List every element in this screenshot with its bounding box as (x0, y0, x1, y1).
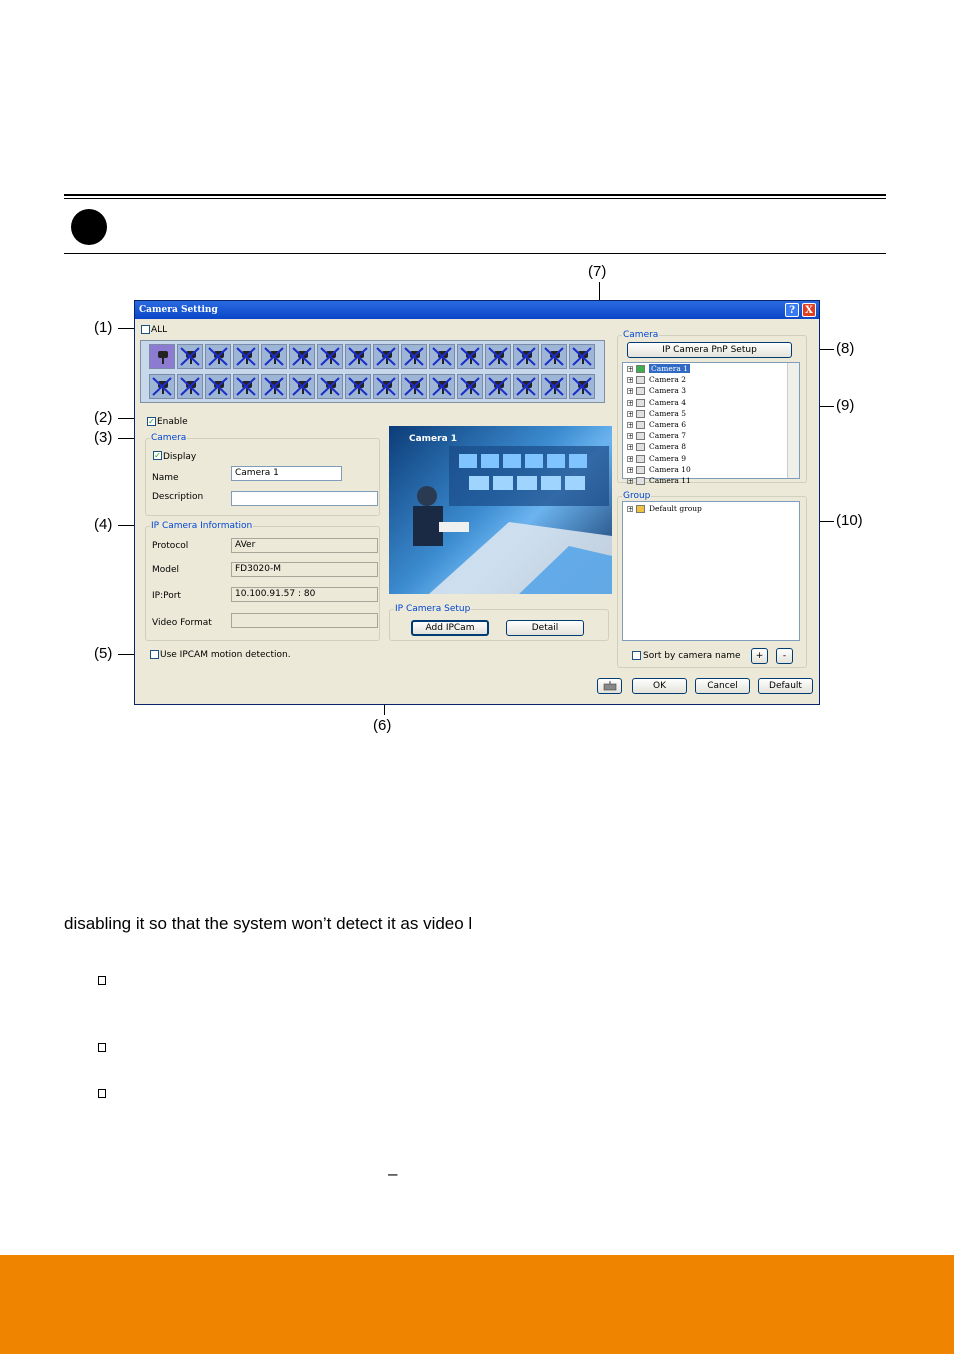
camera-channel-button[interactable] (485, 374, 511, 399)
section-bullet (71, 209, 107, 245)
callout-6: (6) (373, 717, 392, 734)
dialog-titlebar[interactable] (135, 301, 819, 319)
camera-channel-button[interactable] (149, 374, 175, 399)
camera-tree-item[interactable] (627, 398, 686, 409)
camera-channel-button[interactable] (261, 374, 287, 399)
group-item-label: Default group (649, 504, 702, 513)
camera-channel-button[interactable] (429, 374, 455, 399)
camera-tree-label: Camera 7 (649, 431, 686, 441)
camera-node-icon (636, 455, 645, 463)
ipcam-setup-title: IP Camera Setup (395, 604, 471, 614)
camera-icon (318, 375, 342, 398)
camera-tree-item[interactable] (627, 454, 686, 465)
camera-node-icon (636, 387, 645, 395)
expand-icon[interactable]: + (628, 422, 634, 429)
detail-button[interactable]: Detail (506, 620, 584, 636)
camera-tree-item[interactable] (627, 431, 686, 442)
video-format-field (231, 613, 378, 628)
camera-node-icon (636, 410, 645, 418)
ipcam-info-title: IP Camera Information (151, 521, 253, 531)
camera-channel-button[interactable] (345, 344, 371, 369)
expand-icon[interactable]: + (628, 399, 634, 407)
name-label: Name (152, 473, 179, 483)
callout-8: (8) (836, 340, 855, 357)
camera-tree-item[interactable] (627, 375, 686, 386)
camera-node-icon (636, 421, 645, 429)
camera-icon (542, 345, 566, 368)
camera-icon (290, 375, 314, 398)
camera-icon (318, 345, 342, 368)
camera-icon (430, 375, 454, 398)
camera-channel-button[interactable] (485, 344, 511, 369)
camera-preview (389, 426, 612, 594)
header-rule-top-thin (64, 198, 886, 199)
camera-icon (262, 345, 286, 368)
expand-icon[interactable]: + (628, 444, 634, 452)
preview-caption: Camera 1 (409, 434, 458, 444)
camera-tree-label: Camera 4 (649, 397, 686, 407)
camera-channel-button[interactable] (233, 374, 259, 399)
remove-group-button[interactable]: - (776, 648, 793, 664)
camera-tree-label: Camera 2 (649, 375, 686, 385)
camera-icon (430, 345, 454, 368)
camera-icon (150, 345, 174, 368)
expand-icon[interactable]: + (628, 506, 634, 513)
camera-channel-button[interactable] (569, 374, 595, 399)
sort-by-name-label: Sort by camera name (643, 651, 741, 661)
camera-icon (514, 375, 538, 398)
add-group-button[interactable]: + (751, 648, 768, 664)
camera-channel-button[interactable] (205, 344, 231, 369)
callout-10: (10) (836, 512, 863, 529)
expand-icon[interactable]: + (628, 433, 634, 441)
page-footer-band (0, 1255, 954, 1354)
camera-icon (486, 375, 510, 398)
camera-tree-label: Camera 1 (651, 364, 688, 373)
bullet-square-1 (98, 976, 106, 985)
camera-channel-button[interactable] (541, 344, 567, 369)
expand-icon[interactable]: + (628, 388, 634, 396)
camera-tree-scrollbar[interactable] (787, 363, 799, 478)
display-checkbox[interactable]: ✓ (154, 451, 161, 460)
camera-icon (542, 375, 566, 398)
expand-icon[interactable]: + (628, 478, 634, 485)
ok-button[interactable]: OK (632, 678, 687, 694)
camera-panel-title: Camera (623, 330, 659, 340)
camera-icon (346, 375, 370, 398)
ipport-label: IP:Port (152, 591, 181, 601)
expand-icon[interactable]: + (628, 410, 634, 418)
expand-icon[interactable]: + (628, 466, 634, 474)
callout-4: (4) (94, 516, 113, 533)
camera-tree-label: Camera 3 (649, 386, 686, 396)
camera-node-icon (636, 365, 645, 373)
callout-7: (7) (588, 263, 607, 280)
camera-node-icon (636, 466, 645, 474)
camera-tree-label: Camera 11 (649, 476, 691, 485)
group-tree (622, 501, 800, 641)
camera-icon (178, 375, 202, 398)
model-label: Model (152, 565, 180, 575)
preview-image-icon (389, 426, 612, 594)
camera-node-icon (636, 443, 645, 451)
camera-channel-button[interactable] (289, 344, 315, 369)
callout-5: (5) (94, 645, 113, 662)
body-dash: – (388, 1164, 398, 1183)
camera-node-icon (636, 432, 645, 440)
camera-channel-button[interactable] (401, 344, 427, 369)
description-input[interactable] (231, 491, 378, 506)
camera-icon (402, 345, 426, 368)
default-button[interactable]: Default (758, 678, 813, 694)
camera-channel-button[interactable] (345, 374, 371, 399)
camera-icon (206, 345, 230, 368)
camera-channel-button[interactable] (541, 374, 567, 399)
all-label: ALL (151, 325, 168, 335)
camera-icon (206, 375, 230, 398)
header-rule-top (64, 194, 886, 196)
camera-icon (570, 375, 594, 398)
camera-tree-label: Camera 5 (649, 408, 686, 418)
body-line-1: disabling it so that the system won’t detect it as video l (64, 914, 473, 933)
camera-channel-button[interactable] (149, 344, 175, 369)
camera-channel-button[interactable] (177, 344, 203, 369)
camera-icon (346, 345, 370, 368)
description-label: Description (152, 492, 204, 502)
camera-tree-item[interactable] (627, 420, 686, 431)
camera-tree-item[interactable] (627, 476, 691, 487)
camera-tree-label: Camera 10 (649, 464, 691, 474)
close-button[interactable]: X (802, 303, 816, 317)
ipcam-pnp-setup-button[interactable]: IP Camera PnP Setup (627, 342, 792, 358)
camera-icon (150, 375, 174, 398)
camera-icon (178, 345, 202, 368)
camera-channel-button[interactable] (513, 374, 539, 399)
camera-channel-button[interactable] (429, 344, 455, 369)
camera-tree-label: Camera 9 (649, 453, 686, 463)
camera-tree-item[interactable] (627, 364, 690, 375)
help-button[interactable]: ? (785, 303, 799, 317)
name-input[interactable]: Camera 1 (231, 466, 342, 481)
group-folder-icon (636, 505, 645, 513)
camera-icon (458, 345, 482, 368)
camera-icon (486, 345, 510, 368)
motion-detection-checkbox[interactable] (150, 650, 159, 659)
camera-channel-button[interactable] (205, 374, 231, 399)
enable-checkbox[interactable]: ✓ (148, 417, 155, 426)
expand-icon[interactable]: + (628, 366, 634, 373)
camera-icon (290, 345, 314, 368)
camera-channel-button[interactable] (233, 344, 259, 369)
camera-tree-item[interactable] (627, 442, 686, 453)
camera-icon (458, 375, 482, 398)
group-tree-item[interactable] (627, 504, 702, 515)
cancel-button[interactable]: Cancel (695, 678, 750, 694)
camera-icon (234, 345, 258, 368)
camera-tree (622, 362, 800, 485)
camera-tree-item[interactable] (627, 386, 686, 397)
protocol-field: AVer (231, 538, 378, 553)
camera-node-icon (636, 376, 645, 384)
camera-channel-button[interactable] (457, 344, 483, 369)
camera-channel-button[interactable] (373, 374, 399, 399)
callout-2: (2) (94, 409, 113, 426)
display-label: Display (163, 452, 197, 462)
callout-9: (9) (836, 397, 855, 414)
camera-channel-button[interactable] (317, 344, 343, 369)
callout-3: (3) (94, 429, 113, 446)
camera-tree-label: Camera 6 (649, 420, 686, 429)
keyboard-icon (603, 681, 617, 691)
keyboard-button[interactable] (597, 678, 622, 694)
camera-setting-dialog (134, 300, 820, 705)
camera-channel-button[interactable] (261, 344, 287, 369)
sort-by-name-checkbox[interactable] (632, 651, 641, 660)
camera-node-icon (636, 477, 645, 485)
camera-channel-button[interactable] (457, 374, 483, 399)
camera-channel-button[interactable] (401, 374, 427, 399)
model-field: FD3020-M (231, 562, 378, 577)
camera-channel-button[interactable] (289, 374, 315, 399)
camera-tree-item[interactable] (627, 409, 686, 420)
camera-icon (374, 345, 398, 368)
group-panel-title: Group (623, 491, 651, 501)
video-format-label: Video Format (152, 618, 212, 628)
callout-1: (1) (94, 319, 113, 336)
motion-detection-label: Use IPCAM motion detection. (160, 650, 291, 660)
bullet-square-2 (98, 1043, 106, 1052)
camera-icon (514, 345, 538, 368)
all-checkbox[interactable] (141, 325, 150, 334)
dialog-title: Camera Setting (139, 305, 218, 315)
camera-channel-button[interactable] (177, 374, 203, 399)
camera-tree-label: Camera 8 (649, 442, 686, 452)
camera-channel-button[interactable] (373, 344, 399, 369)
camera-group-title: Camera (151, 433, 187, 443)
camera-channel-button[interactable] (513, 344, 539, 369)
camera-channel-button[interactable] (317, 374, 343, 399)
protocol-label: Protocol (152, 541, 189, 551)
camera-icon (402, 375, 426, 398)
expand-icon[interactable]: + (628, 377, 634, 385)
camera-node-icon (636, 399, 645, 407)
camera-tree-item[interactable] (627, 465, 691, 476)
header-rule-bottom (64, 253, 886, 254)
enable-label: Enable (157, 417, 188, 427)
expand-icon[interactable]: + (628, 455, 634, 463)
camera-channel-strip (140, 340, 605, 403)
camera-icon (234, 375, 258, 398)
camera-icon (570, 345, 594, 368)
bullet-square-3 (98, 1089, 106, 1098)
camera-icon (262, 375, 286, 398)
camera-channel-button[interactable] (569, 344, 595, 369)
ipport-field: 10.100.91.57 : 80 (231, 587, 378, 602)
camera-icon (374, 375, 398, 398)
add-ipcam-button[interactable]: Add IPCam (411, 620, 489, 636)
